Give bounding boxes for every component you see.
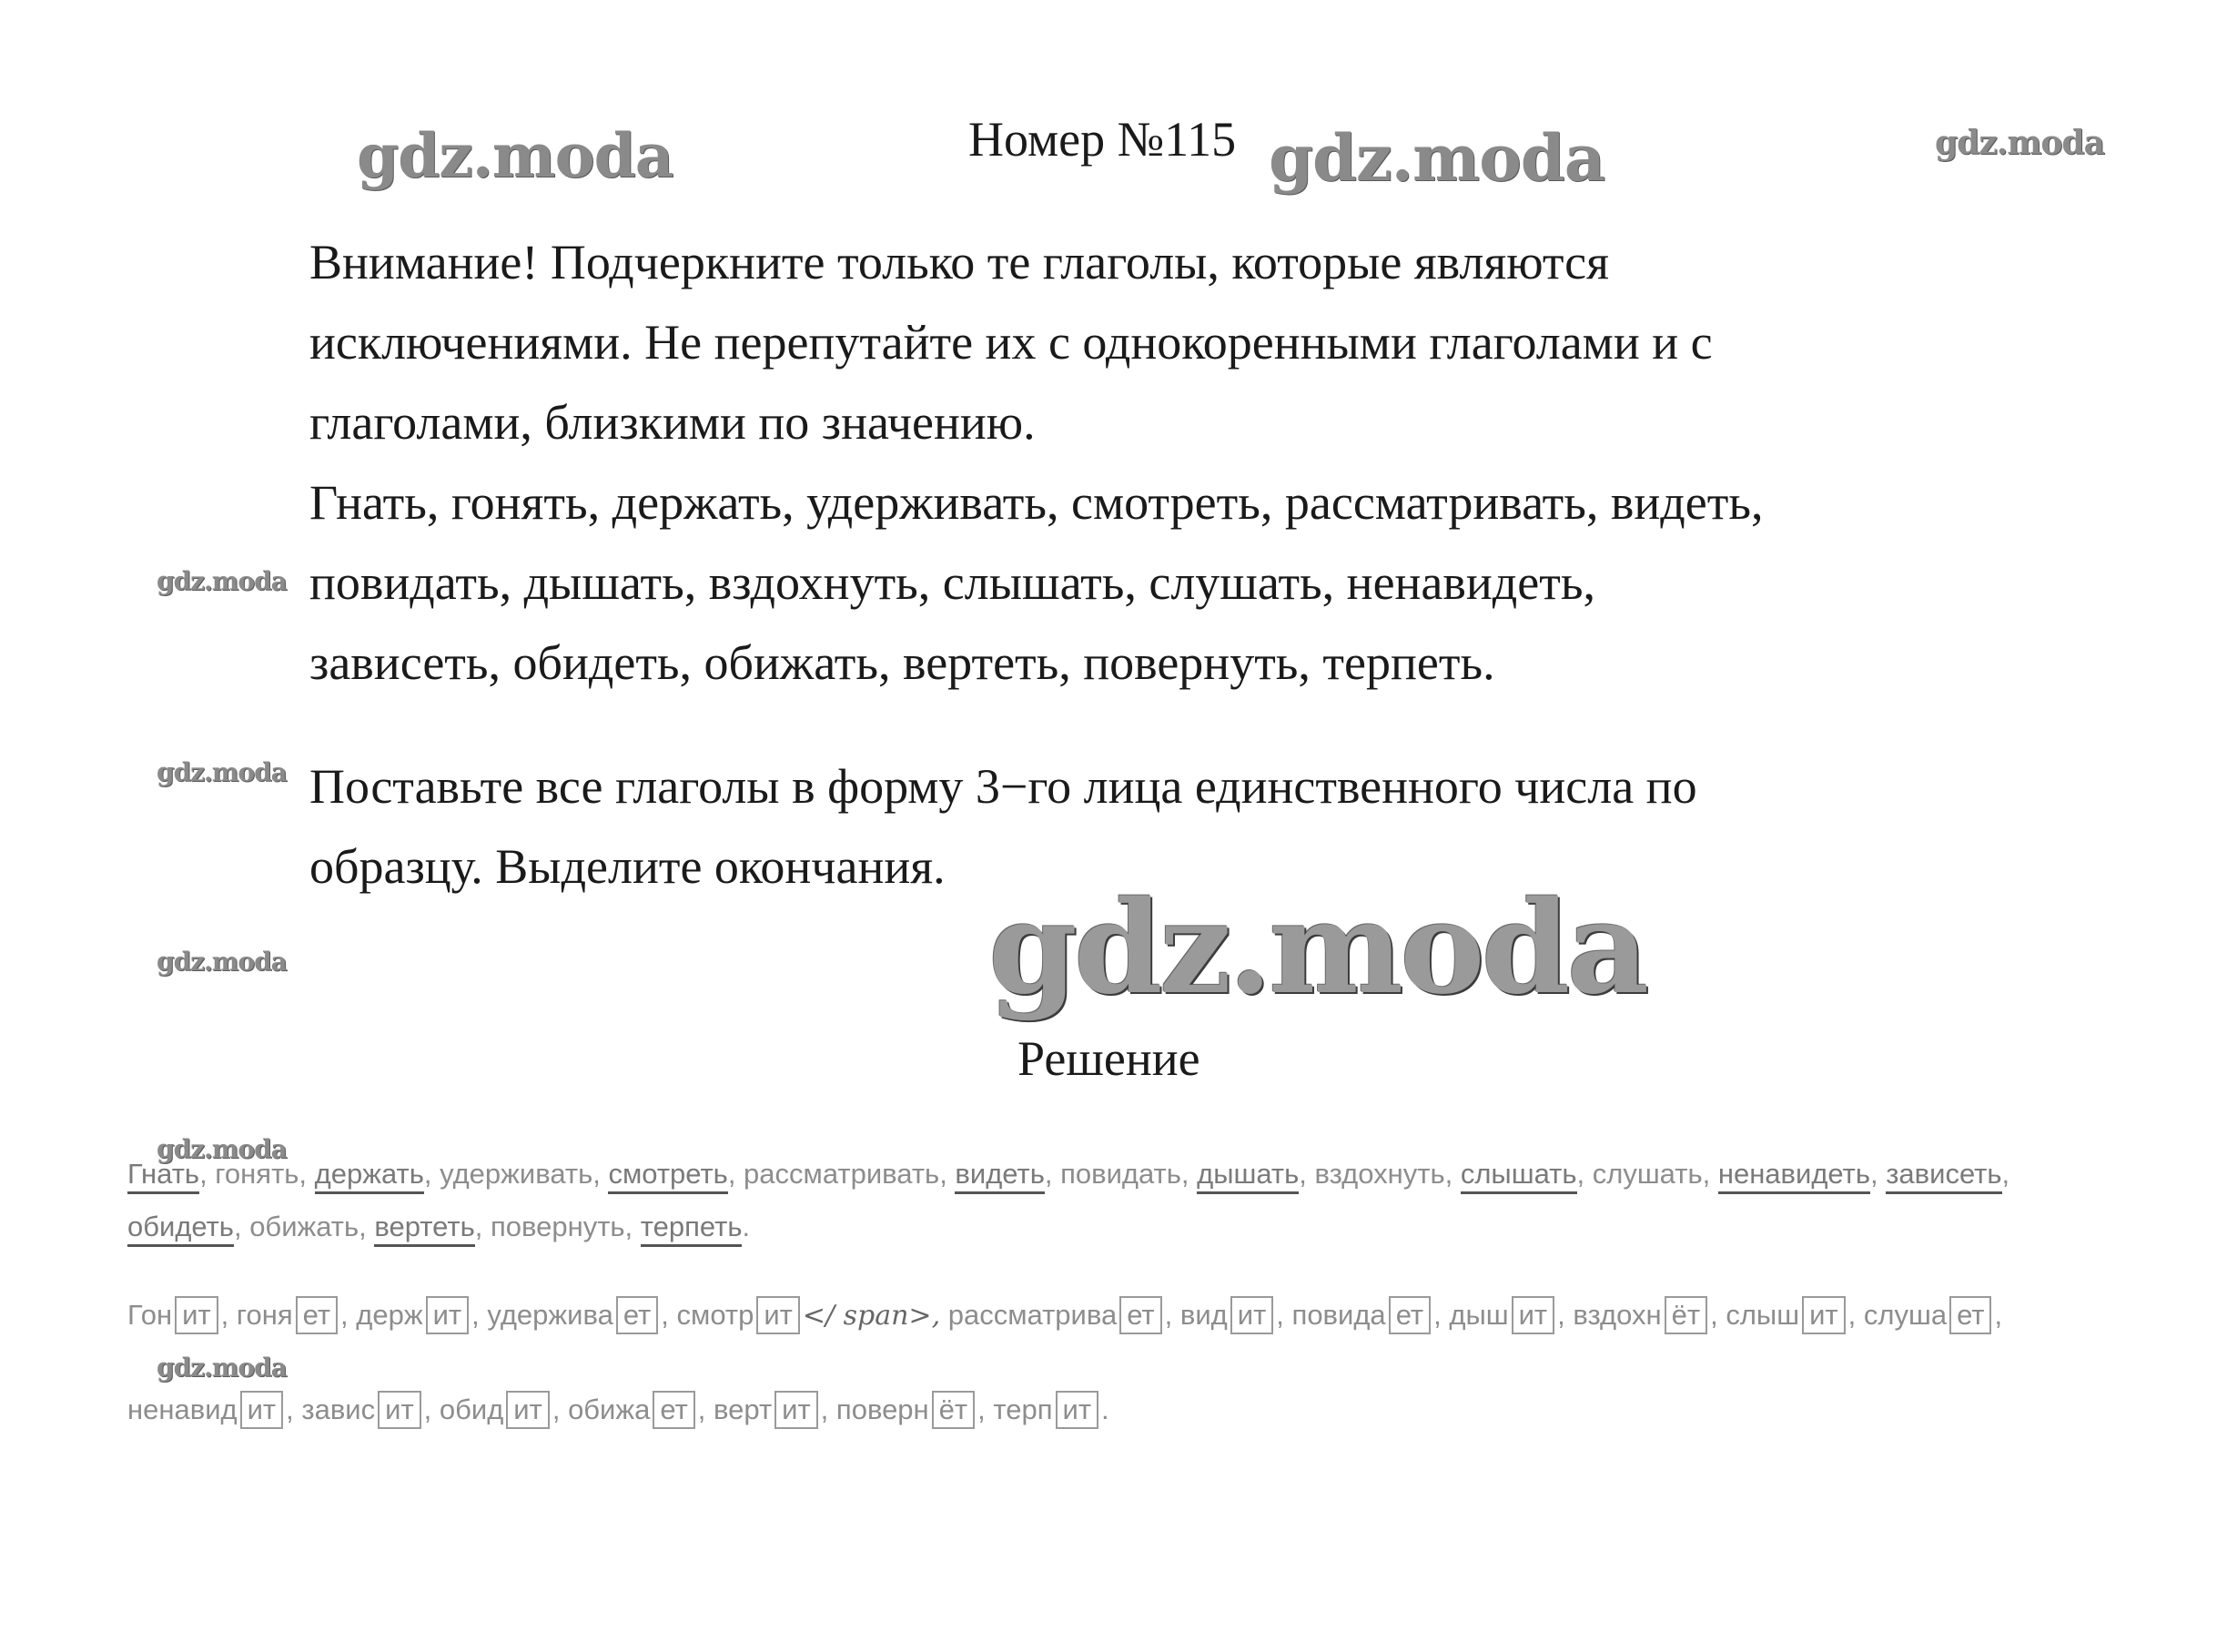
verb-ending-box: ит — [756, 1296, 800, 1334]
verb-stem: вздохн — [1573, 1299, 1662, 1331]
separator: , — [423, 1394, 432, 1425]
verb-stem: смотр — [676, 1299, 754, 1331]
verb-ending-box: ит — [774, 1391, 818, 1429]
verb-stem: гоня — [236, 1299, 293, 1331]
verb-stem: удержива — [487, 1299, 613, 1331]
task-line: глаголами, близкими по значению. — [309, 395, 1036, 450]
separator: , — [340, 1299, 349, 1331]
separator: , — [661, 1299, 669, 1331]
verb-stem: Гон — [127, 1299, 173, 1331]
verb-ending-box: ит — [378, 1391, 421, 1429]
verb-ending-box: ет — [1949, 1296, 1991, 1334]
verb-ending-box: ит — [240, 1391, 284, 1429]
verb-text: , гонять, — [199, 1158, 315, 1190]
verb-ending-box: ит — [1230, 1296, 1274, 1334]
watermark: gdz.moda — [357, 120, 673, 191]
separator: , — [220, 1299, 229, 1331]
verb-ending-box: ет — [1119, 1296, 1161, 1334]
verb-text: , слушать, — [1576, 1158, 1718, 1190]
underlined-verb: смотреть — [608, 1158, 727, 1194]
watermark: gdz.moda — [1269, 120, 1605, 196]
task-line: исключениями. Не перепутайте их с однокоренными глаголами и с — [309, 315, 1713, 370]
solution-forms-line — [127, 1391, 2148, 1429]
verb-stem: рассматрива — [947, 1299, 1118, 1331]
separator: , — [552, 1394, 561, 1425]
verb-ending-box: ит — [1056, 1391, 1099, 1429]
verb-stem: повида — [1291, 1299, 1386, 1331]
watermark: gdz.moda — [157, 757, 287, 787]
solution-underlined-line — [127, 1211, 2148, 1243]
separator: , — [286, 1394, 294, 1425]
separator: , — [1557, 1299, 1565, 1331]
task-line: Внимание! Подчеркните только те глаголы, которые являются — [309, 235, 1609, 289]
underlined-verb: терпеть — [641, 1211, 743, 1247]
verb-text: , — [1869, 1158, 1887, 1190]
watermark: gdz.moda — [157, 1134, 287, 1164]
task-instructions — [309, 222, 1966, 703]
verb-stem: верт — [714, 1394, 773, 1425]
verb-ending-box: ит — [506, 1391, 550, 1429]
verbs-line: зависеть, обидеть, обижать, вертеть, повернуть, терпеть. — [309, 635, 1495, 690]
task-line: Поставьте все глаголы в форму 3−го лица единственного числа по — [309, 759, 1697, 814]
verb-stem: терп — [993, 1394, 1053, 1425]
underlined-verb: обидеть — [127, 1211, 234, 1247]
verb-ending-box: ит — [1512, 1296, 1555, 1334]
verb-ending-box: ит — [426, 1296, 470, 1334]
verb-ending-box: ет — [653, 1391, 694, 1429]
verb-stem: слуша — [1863, 1299, 1948, 1331]
underlined-verb: ненавидеть — [1718, 1158, 1870, 1194]
task-instructions-2 — [309, 746, 1966, 907]
verb-text: . — [742, 1211, 751, 1242]
task-line: образцу. Выделите окончания. — [309, 839, 946, 894]
verb-stem: вид — [1179, 1299, 1228, 1331]
verb-text: , вздохнуть, — [1299, 1158, 1461, 1190]
watermark: gdz.moda — [157, 947, 287, 977]
verb-text: , удерживать, — [423, 1158, 609, 1190]
verb-ending-box: ёт — [932, 1391, 975, 1429]
verb-ending-box: ит — [175, 1296, 218, 1334]
verb-text: , — [2001, 1158, 2010, 1190]
solution-underlined-line — [127, 1158, 2148, 1191]
verb-stem: обижа — [568, 1394, 651, 1425]
watermark: gdz.moda — [157, 1353, 287, 1383]
verb-text: , повернуть, — [474, 1211, 641, 1242]
separator: , — [1433, 1299, 1442, 1331]
verb-text: , рассматривать, — [727, 1158, 956, 1190]
separator: , — [977, 1394, 986, 1425]
watermark: gdz.moda — [1935, 124, 2104, 162]
separator: , — [697, 1394, 706, 1425]
verb-stem: слыш — [1726, 1299, 1800, 1331]
solution-forms-line — [127, 1296, 2148, 1334]
verb-ending-box: ет — [616, 1296, 658, 1334]
underlined-verb: дышать — [1197, 1158, 1299, 1194]
verb-stem: поверн — [835, 1394, 929, 1425]
verb-ending-box: ет — [1389, 1296, 1431, 1334]
separator: , — [1994, 1299, 2003, 1331]
verb-stem: ненавид — [127, 1394, 238, 1425]
verbs-line: повидать, дышать, вздохнуть, слышать, слушать, ненавидеть, — [309, 555, 1595, 610]
verb-stem: завис — [301, 1394, 376, 1425]
separator: . — [1101, 1394, 1109, 1425]
verb-stem: дыш — [1449, 1299, 1509, 1331]
verb-ending-box: ёт — [1665, 1296, 1707, 1334]
verb-ending-box: ет — [296, 1296, 338, 1334]
separator: , — [820, 1394, 829, 1425]
watermark-large: gdz.moda — [988, 874, 1646, 1023]
underlined-verb: зависеть — [1886, 1158, 2001, 1194]
verb-stem: обид — [439, 1394, 504, 1425]
page-title: Номер №115 — [968, 112, 1237, 167]
underlined-verb: вертеть — [374, 1211, 474, 1247]
underlined-verb: Гнать — [127, 1158, 199, 1194]
watermark: gdz.moda — [157, 566, 287, 596]
verb-text: , обижать, — [233, 1211, 375, 1242]
verb-stem: держ — [356, 1299, 423, 1331]
separator: , — [471, 1299, 480, 1331]
verb-ending-box: ит — [1802, 1296, 1846, 1334]
separator: , — [1164, 1299, 1173, 1331]
underlined-verb: слышать — [1461, 1158, 1577, 1194]
verb-text: , повидать, — [1044, 1158, 1198, 1190]
solution-heading: Решение — [1017, 1031, 1200, 1086]
stray-html-tag: </ span>, — [802, 1300, 941, 1332]
separator: , — [1276, 1299, 1284, 1331]
underlined-verb: держать — [315, 1158, 424, 1194]
separator: , — [1847, 1299, 1857, 1331]
separator: , — [1710, 1299, 1718, 1331]
verbs-line: Гнать, гонять, держать, удерживать, смотреть, рассматривать, видеть, — [309, 475, 1764, 530]
underlined-verb: видеть — [955, 1158, 1044, 1194]
